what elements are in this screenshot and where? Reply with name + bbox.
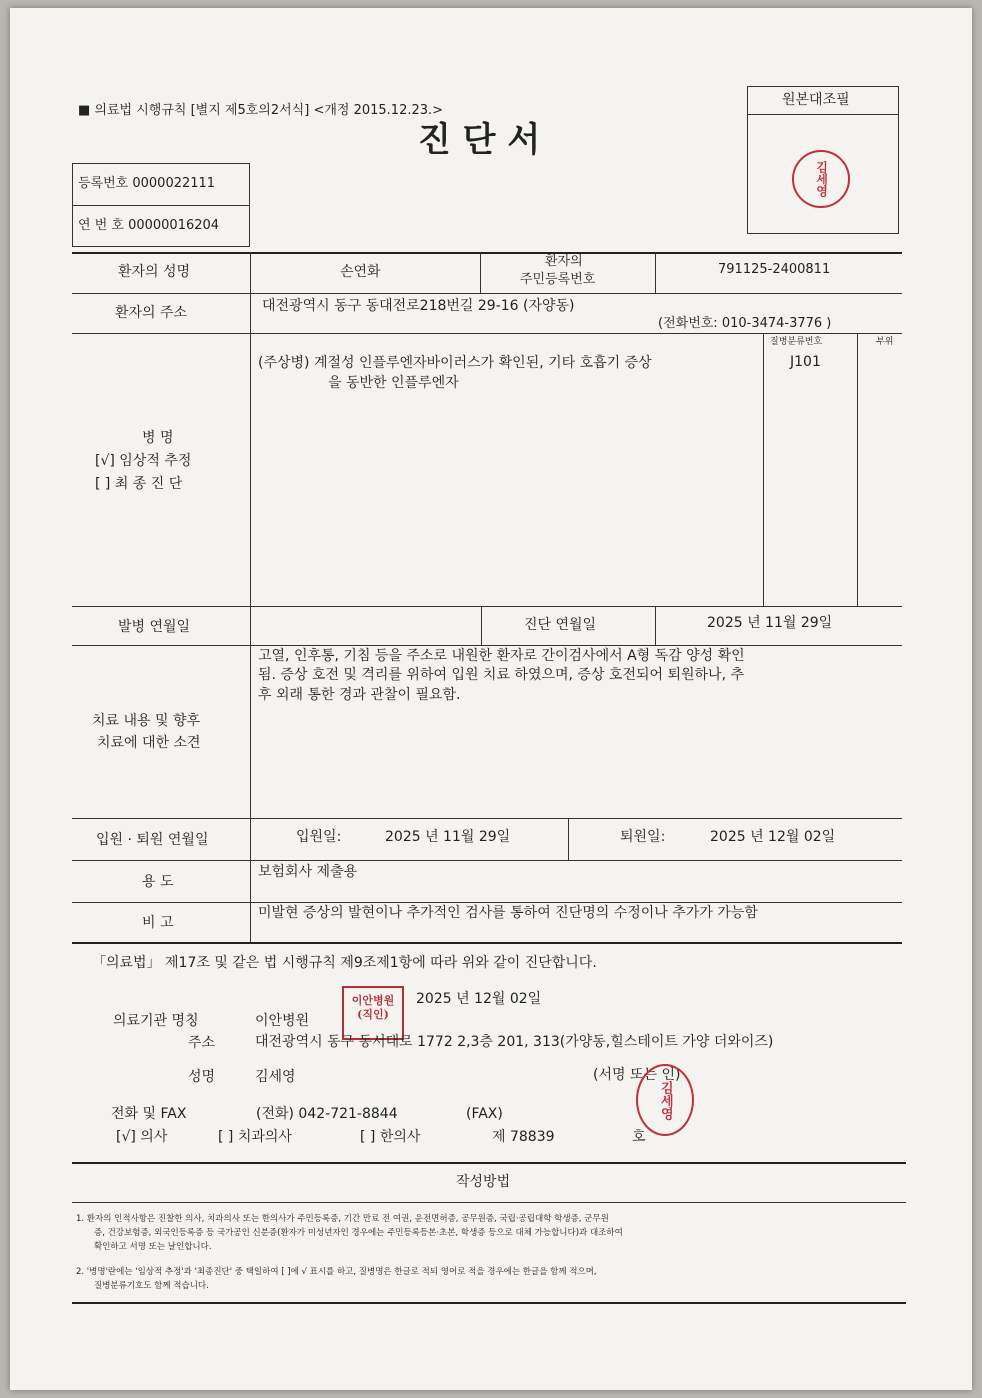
disease-text-line1: (주상병) 계절성 인플루엔자바이러스가 확인된, 기타 호흡기 증상 (258, 355, 652, 371)
hospital-fax: (FAX) (466, 1106, 503, 1122)
instruction-1-line2: 증, 건강보험증, 외국인등록증 등 국가공인 신분증(환자가 미성년자인 경우에는 주민등록등본·초본, 학생증 등으로 대체 가능합니다)과 대조하여 (94, 1228, 623, 1238)
hospital-seal-tag: (직인) (357, 1007, 389, 1021)
signer-seal (636, 1064, 694, 1136)
rrn-label-line2: 주민등록번호 (520, 272, 596, 287)
rrn-label-line1: 환자의 (545, 254, 583, 269)
stamp-text: 김세영 (814, 161, 829, 197)
original-check-label: 원본대조필 (782, 92, 850, 108)
purpose-label: 용 도 (142, 874, 174, 890)
patient-name-label: 환자의 성명 (118, 264, 191, 280)
doctor-option: [√] 의사 (116, 1129, 168, 1145)
treatment-label-line1: 치료 내용 및 향후 (92, 713, 201, 729)
hospital-seal (342, 986, 404, 1040)
discharge-date: 2025 년 12월 02일 (710, 829, 836, 845)
certification-statement: 「의료법」 제17조 및 같은 법 시행규칙 제9조제1항에 따라 위와 같이 진단합니다. (92, 955, 597, 971)
registration-number: 등록번호 0000022111 (78, 176, 216, 191)
treatment-line3: 후 외래 통한 경과 관찰이 필요함. (258, 687, 461, 703)
instructions-title: 작성방법 (456, 1174, 511, 1190)
patient-name: 손연화 (340, 264, 381, 280)
original-check-stamp (792, 150, 850, 208)
admit-date: 2025 년 11월 29일 (385, 829, 511, 845)
hospital-name-label: 의료기관 명칭 (113, 1013, 199, 1029)
instruction-1-line1: 1. 환자의 인적사항은 진찰한 의사, 치과의사 또는 한의사가 주민등록증, 기간 만료 전 여권, 운전면허증, 공무원증, 국립·공립대학 학생증, 군무원 (76, 1214, 609, 1224)
disease-code: J101 (790, 354, 821, 370)
hospital-seal-text: 이안병원 (351, 994, 395, 1007)
sign-hint: (서명 또는 인) (593, 1067, 681, 1083)
hospital-address: 대전광역시 동구 동서대로 1772 2,3층 201, 313(가양동,힐스테이트 가양 더와이즈) (255, 1034, 774, 1050)
certification-date: 2025 년 12월 02일 (416, 991, 542, 1007)
extra-header: 부위 (876, 337, 894, 347)
discharge-label: 퇴원일: (620, 829, 666, 845)
patient-address-label: 환자의 주소 (115, 305, 188, 321)
admission-label: 입원 · 퇴원 연월일 (96, 832, 209, 848)
onset-date-label: 발병 연월일 (118, 619, 191, 635)
disease-label: 병 명 (142, 430, 174, 446)
diagnosis-date: 2025 년 11월 29일 (707, 615, 833, 631)
treatment-line1: 고열, 인후통, 기침 등을 주소로 내원한 환자로 간이검사에서 A형 독감 양성 확인 (258, 648, 745, 664)
dentist-option: [ ] 치과의사 (218, 1129, 292, 1145)
treatment-line2: 됨. 증상 호전 및 격리를 위하여 입원 치료 하였으며, 증상 호전되어 퇴원하나, 추 (258, 667, 744, 683)
instruction-2-line1: 2. '병명'란에는 '임상적 추정'과 '최종진단' 중 택일하여 [ ]에 √ 표시를 하고, 질병명은 한글로 적되 영어로 적을 경우에는 한글을 함께 적으며, (76, 1267, 597, 1277)
oriental-doctor-option: [ ] 한의사 (360, 1129, 421, 1145)
phone-fax-label: 전화 및 FAX (111, 1106, 187, 1122)
instruction-2-line2: 질병분류기호도 함께 적습니다. (94, 1281, 209, 1291)
diagnosis-date-label: 진단 연월일 (524, 617, 597, 633)
signer-label: 성명 (188, 1069, 216, 1085)
serial-number: 연 번 호 00000016204 (78, 218, 220, 233)
patient-address: 대전광역시 동구 동대전로218번길 29-16 (자양동) (262, 298, 575, 314)
document-title: 진 단 서 (418, 120, 541, 160)
hospital-address-label: 주소 (188, 1035, 216, 1051)
hospital-name: 이안병원 (255, 1013, 310, 1029)
patient-rrn: 791125-2400811 (718, 262, 831, 277)
patient-phone: (전화번호: 010-3474-3776 ) (658, 316, 832, 331)
signer-seal-text: 김세영 (657, 1080, 673, 1120)
license-number: 제 78839 (492, 1129, 555, 1145)
final-diagnosis-option: [ ] 최 종 진 단 (95, 476, 183, 492)
disease-text-line2: 을 동반한 인플루엔자 (328, 375, 459, 391)
purpose-value: 보험회사 제출용 (258, 864, 358, 880)
regulation-header: ■ 의료법 시행규칙 [별지 제5호의2서식] <개정 2015.12.23.> (78, 103, 444, 118)
signer-name: 김세영 (255, 1069, 296, 1085)
admit-label: 입원일: (296, 829, 342, 845)
remarks-value: 미발현 증상의 발현이나 추가적인 검사를 통하여 진단명의 수정이나 추가가 가능함 (258, 905, 758, 921)
remarks-label: 비 고 (142, 915, 174, 931)
license-suffix: 호 (632, 1129, 646, 1145)
disease-code-header: 질병분류번호 (770, 337, 823, 347)
clinical-estimate-option: [√] 임상적 추정 (95, 453, 192, 469)
treatment-label-line2: 치료에 대한 소견 (97, 735, 201, 751)
hospital-phone: (전화) 042-721-8844 (256, 1106, 398, 1122)
instruction-1-line3: 확인하고 서명 또는 날인합니다. (94, 1242, 212, 1252)
